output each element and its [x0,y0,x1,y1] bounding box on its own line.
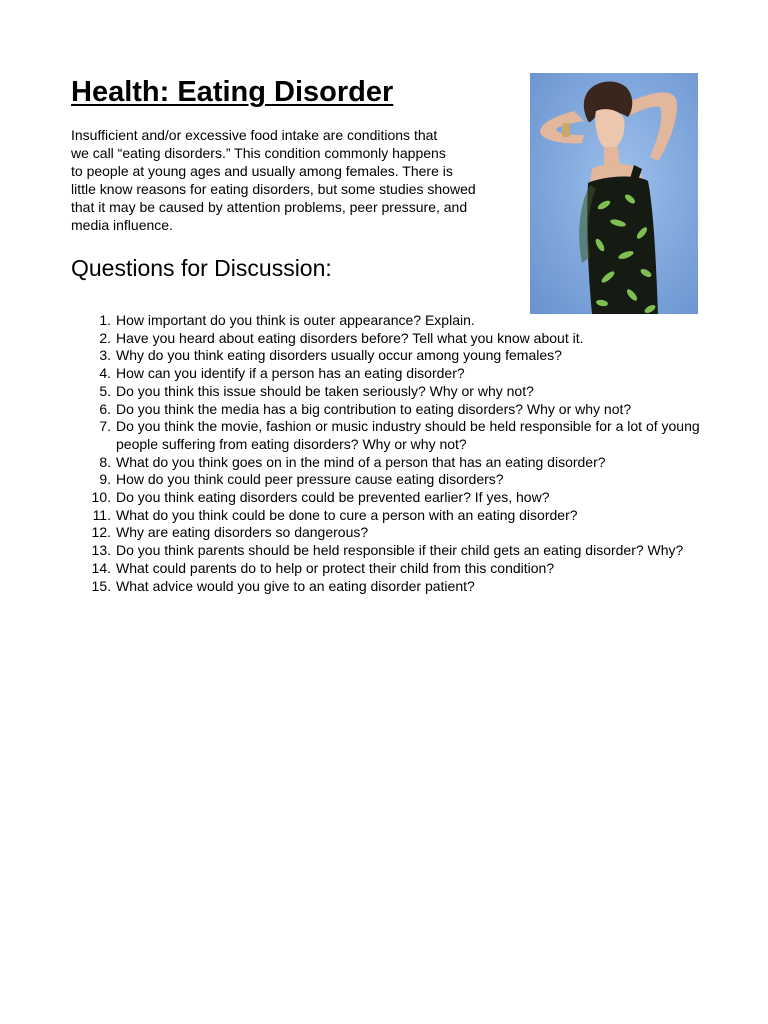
question-item [0,401,768,419]
question-number: 8. [99,453,111,470]
question-text: How important do you think is outer appearance? Explain. [116,312,475,328]
question-text: Why are eating disorders so dangerous? [116,524,369,541]
intro-line: we call “eating disorders.” This condition commonly happens [71,145,446,161]
question-item [0,578,768,596]
question-number: 5. [99,382,111,399]
intro-paragraph [71,126,516,234]
question-text: What do you think goes on in the mind of a person that has an eating disorder? [116,453,606,470]
woman-photo [530,73,698,314]
question-text: What could parents do to help or protect their child from this condition? [116,559,555,576]
question-item [0,312,768,330]
question-item [0,489,768,507]
question-item [0,454,768,472]
question-number: 2. [99,329,111,346]
question-text: Do you think this issue should be taken seriously? Why or why not? [116,382,534,399]
question-item [0,330,768,348]
question-item [0,542,768,560]
question-number: 14. [91,559,111,576]
question-number: 10. [91,489,111,506]
document-title: Health: Eating Disorder [71,76,394,108]
questions-list [0,312,768,595]
question-item [0,383,768,401]
question-number: 12. [91,524,111,541]
question-text: Do you think the media has a big contribution to eating disorders? Why or why not? [116,400,632,417]
question-text: What advice would you give to an eating disorder patient? [116,577,475,594]
question-text: Do you think eating disorders could be prevented earlier? If yes, how? [116,489,550,506]
question-item [0,347,768,365]
question-text: Why do you think eating disorders usually occur among young females? [116,347,562,364]
question-number: 9. [99,471,111,488]
intro-line: to people at young ages and usually among females. There is [71,163,453,179]
question-item [0,418,768,453]
question-number: 11. [92,506,111,523]
question-item [0,507,768,525]
question-number: 1. [99,312,111,328]
question-text: Do you think parents should be held responsible if their child gets an eating disorder? Why? [116,542,684,559]
woman-photo-illustration [530,73,698,314]
question-number: 6. [99,400,111,417]
intro-line: Insufficient and/or excessive food intake are conditions that [71,127,438,143]
question-number: 4. [99,365,111,382]
question-number: 3. [99,347,111,364]
question-item [0,560,768,578]
question-text: How do you think could peer pressure cause eating disorders? [116,471,504,488]
question-text: Do you think the movie, fashion or music industry should be held responsible for a lot of young people suffering from eating disorders? Why or why not? [116,418,700,452]
intro-line: media influence. [71,217,173,233]
question-number: 13. [91,542,111,559]
question-text: Have you heard about eating disorders before? Tell what you know about it. [116,329,584,346]
intro-line: little know reasons for eating disorders, but some studies showed [71,181,476,197]
question-number: 7. [99,418,111,435]
question-text: How can you identify if a person has an eating disorder? [116,365,465,382]
intro-line: that it may be caused by attention problems, peer pressure, and [71,199,468,215]
question-text: What do you think could be done to cure a person with an eating disorder? [116,506,578,523]
question-item [0,524,768,542]
question-item [0,471,768,489]
question-number: 15. [91,577,111,594]
question-item [0,365,768,383]
questions-heading: Questions for Discussion: [71,255,332,281]
